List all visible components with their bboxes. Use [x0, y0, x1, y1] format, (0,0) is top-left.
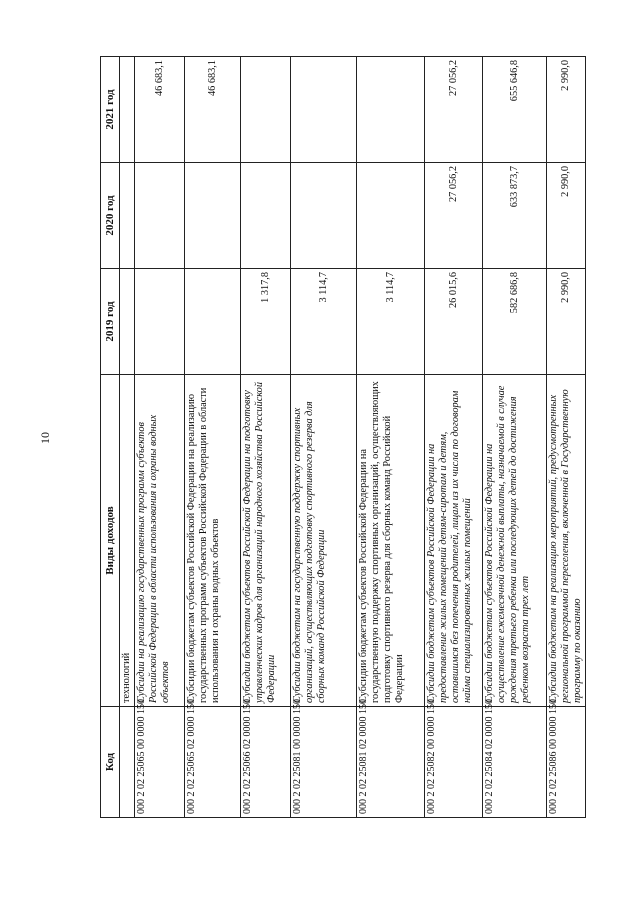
- table-row: [547, 57, 586, 818]
- cell-code: 000 2 02 25066 02 0000 150: [241, 707, 291, 818]
- cell-code: 000 2 02 25081 00 0000 150: [291, 707, 357, 818]
- table-row: [483, 57, 547, 818]
- cell-2019: [135, 269, 185, 375]
- cell-2020: [291, 163, 357, 269]
- cell-code: 000 2 02 25081 02 0000 150: [357, 707, 425, 818]
- table-row: [135, 57, 185, 818]
- cell-2021: [241, 57, 291, 163]
- revenue-table: [100, 56, 586, 818]
- cell-2019: [120, 269, 135, 375]
- cell-description: Субсидии бюджетам субъектов Российской Федерации на подготовку управленческих кадров для организаций народного хозяйства Российской Федерации: [241, 375, 291, 707]
- cell-description: Субсидии бюджетам субъектов Российской Федерации на предоставление жилых помещений детям-сиротам и детям, оставшимся без попечения родителей, лицам из их числа по договорам найма специализированных жилых помещений: [425, 375, 483, 707]
- cell-description: Субсидии бюджетам на государственную поддержку спортивных организаций, осуществляющих подготовку спортивного резерва для сборных команд Российской Федерации: [291, 375, 357, 707]
- cell-description: технологий: [120, 375, 135, 707]
- header-desc: Виды доходов: [101, 375, 120, 707]
- cell-2021: [120, 57, 135, 163]
- cell-2021: 2 990,0: [547, 57, 586, 163]
- cell-2020: 27 056,2: [425, 163, 483, 269]
- header-code: Код: [101, 707, 120, 818]
- cell-2019: 3 114,7: [357, 269, 425, 375]
- table-row: [291, 57, 357, 818]
- cell-2021: [291, 57, 357, 163]
- cell-2021: [357, 57, 425, 163]
- cell-code: [120, 707, 135, 818]
- cell-2020: [241, 163, 291, 269]
- cell-2021: 46 683,1: [185, 57, 241, 163]
- cell-description: Субсидии на реализацию государственных программ субъектов Российской Федерации в области использования и охраны водных объектов: [135, 375, 185, 707]
- cell-2020: [185, 163, 241, 269]
- cell-description: Субсидии бюджетам субъектов Российской Федерации на осуществление ежемесячной денежной выплаты, назначаемой в случае рождения третьего ребенка или последующих детей до достижения ребенком возраста трех лет: [483, 375, 547, 707]
- cell-description: Субсидии бюджетам на реализацию мероприятий, предусмотренных региональной программой переселения, включенной в Государственную программу по оказанию: [547, 375, 586, 707]
- header-2021: 2021 год: [101, 57, 120, 163]
- table-row: [241, 57, 291, 818]
- cell-code: 000 2 02 25082 00 0000 150: [425, 707, 483, 818]
- cell-2019: 2 990,0: [547, 269, 586, 375]
- cell-code: 000 2 02 25065 02 0000 150: [185, 707, 241, 818]
- cell-code: 000 2 02 25084 02 0000 150: [483, 707, 547, 818]
- cell-2020: 2 990,0: [547, 163, 586, 269]
- cell-description: Субсидии бюджетам субъектов Российской Федерации на государственную поддержку спортивных организаций, осуществляющих подготовку спортивного резерва для сборных команд Российской Федерации: [357, 375, 425, 707]
- cell-2021: 46 683,1: [135, 57, 185, 163]
- cell-2020: 633 873,7: [483, 163, 547, 269]
- table-row: [357, 57, 425, 818]
- cell-2020: [357, 163, 425, 269]
- cell-2021: 655 646,8: [483, 57, 547, 163]
- cell-2020: [135, 163, 185, 269]
- page-number: 10: [38, 432, 52, 444]
- rotated-page-content: [100, 58, 583, 818]
- cell-2019: [185, 269, 241, 375]
- cell-2019: 26 015,6: [425, 269, 483, 375]
- cell-2020: [120, 163, 135, 269]
- cell-code: 000 2 02 25065 00 0000 150: [135, 707, 185, 818]
- table-body: [120, 57, 586, 818]
- table-row: [185, 57, 241, 818]
- cell-2021: 27 056,2: [425, 57, 483, 163]
- cell-2019: 582 686,8: [483, 269, 547, 375]
- header-2019: 2019 год: [101, 269, 120, 375]
- cell-2019: 1 317,8: [241, 269, 291, 375]
- table-row: [425, 57, 483, 818]
- cell-2019: 3 114,7: [291, 269, 357, 375]
- table-row: [120, 57, 135, 818]
- table-header-row: [101, 57, 120, 818]
- cell-description: Субсидии бюджетам субъектов Российской Федерации на реализацию государственных программ субъектов Российской Федерации в области использования и охраны водных объектов: [185, 375, 241, 707]
- cell-code: 000 2 02 25086 00 0000 150: [547, 707, 586, 818]
- header-2020: 2020 год: [101, 163, 120, 269]
